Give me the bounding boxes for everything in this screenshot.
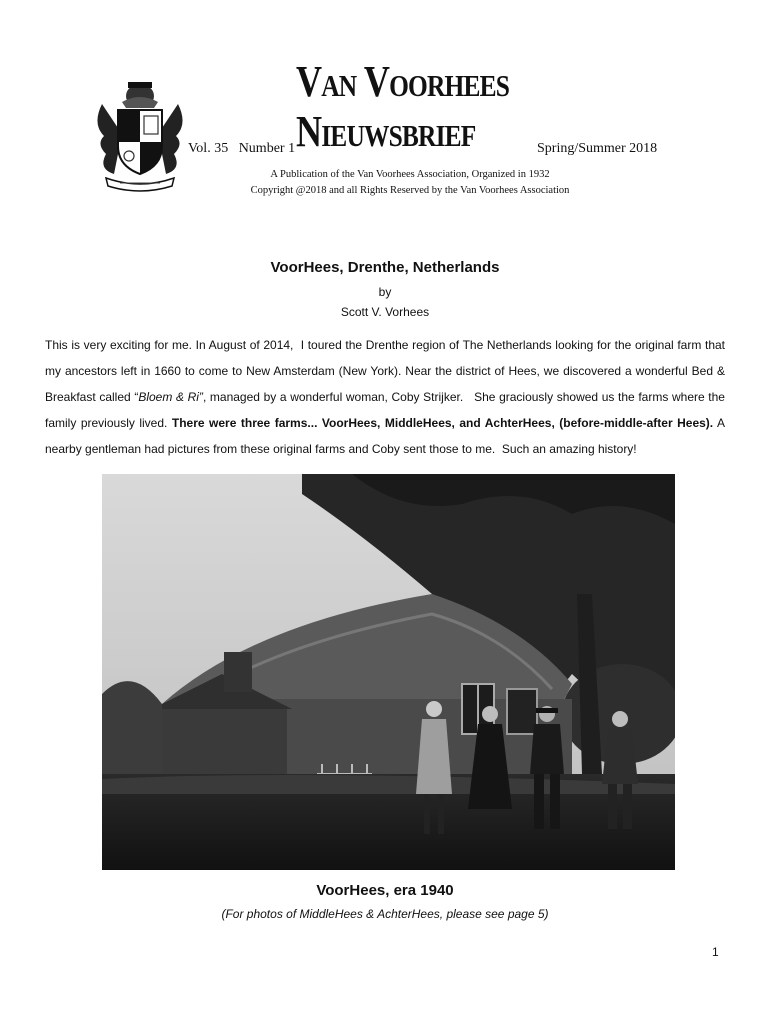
photo-subcaption: (For photos of MiddleHees & AchterHees, please see page 5): [221, 907, 549, 921]
season-label: Spring/Summer 2018: [537, 141, 658, 156]
paragraph-text: A nearby gentleman had pictures from these original farms and Coby sent those to me. Such an amazing history!: [45, 416, 729, 456]
paragraph-text: This is very exciting for me. In August of 2014, I toured the Drenthe region of The Netherlands looking for the original farm that my ancestors left in 1660 to come to New Amsterdam (New York). Near the district of Hees, we discovered a wonderful Bed & Breakfast called “: [45, 338, 729, 404]
byline-by: by: [378, 285, 392, 299]
title-line-2: Nieuwsbrief: [296, 107, 476, 156]
photo-caption: VoorHees, era 1940: [316, 882, 454, 899]
volume-label: Vol. 35 Number 1: [188, 141, 296, 156]
title-line-1: Van Voorhees: [296, 57, 510, 106]
farmhouse-photo: [102, 474, 675, 870]
bnb-name: Bloem & Ri”: [138, 390, 203, 404]
publication-line: A Publication of the Van Voorhees Association, Organized in 1932: [270, 169, 550, 180]
article-paragraph: [45, 332, 729, 462]
paragraph-text: , managed by a wonderful woman, Coby Strijker. She graciously showed us the farms where the family previously lived.: [45, 390, 729, 430]
farms-highlight: There were three farms... VoorHees, MiddleHees, and AchterHees, (before-middle-after Hees).: [171, 416, 714, 430]
coat-of-arms-icon: [92, 74, 188, 192]
article-title: VoorHees, Drenthe, Netherlands: [270, 259, 500, 276]
copyright-line: Copyright @2018 and all Rights Reserved by the Van Voorhees Association: [250, 185, 570, 196]
newsletter-title: [296, 57, 510, 156]
page-number: 1: [712, 945, 719, 959]
author-name: Scott V. Vorhees: [340, 305, 430, 319]
